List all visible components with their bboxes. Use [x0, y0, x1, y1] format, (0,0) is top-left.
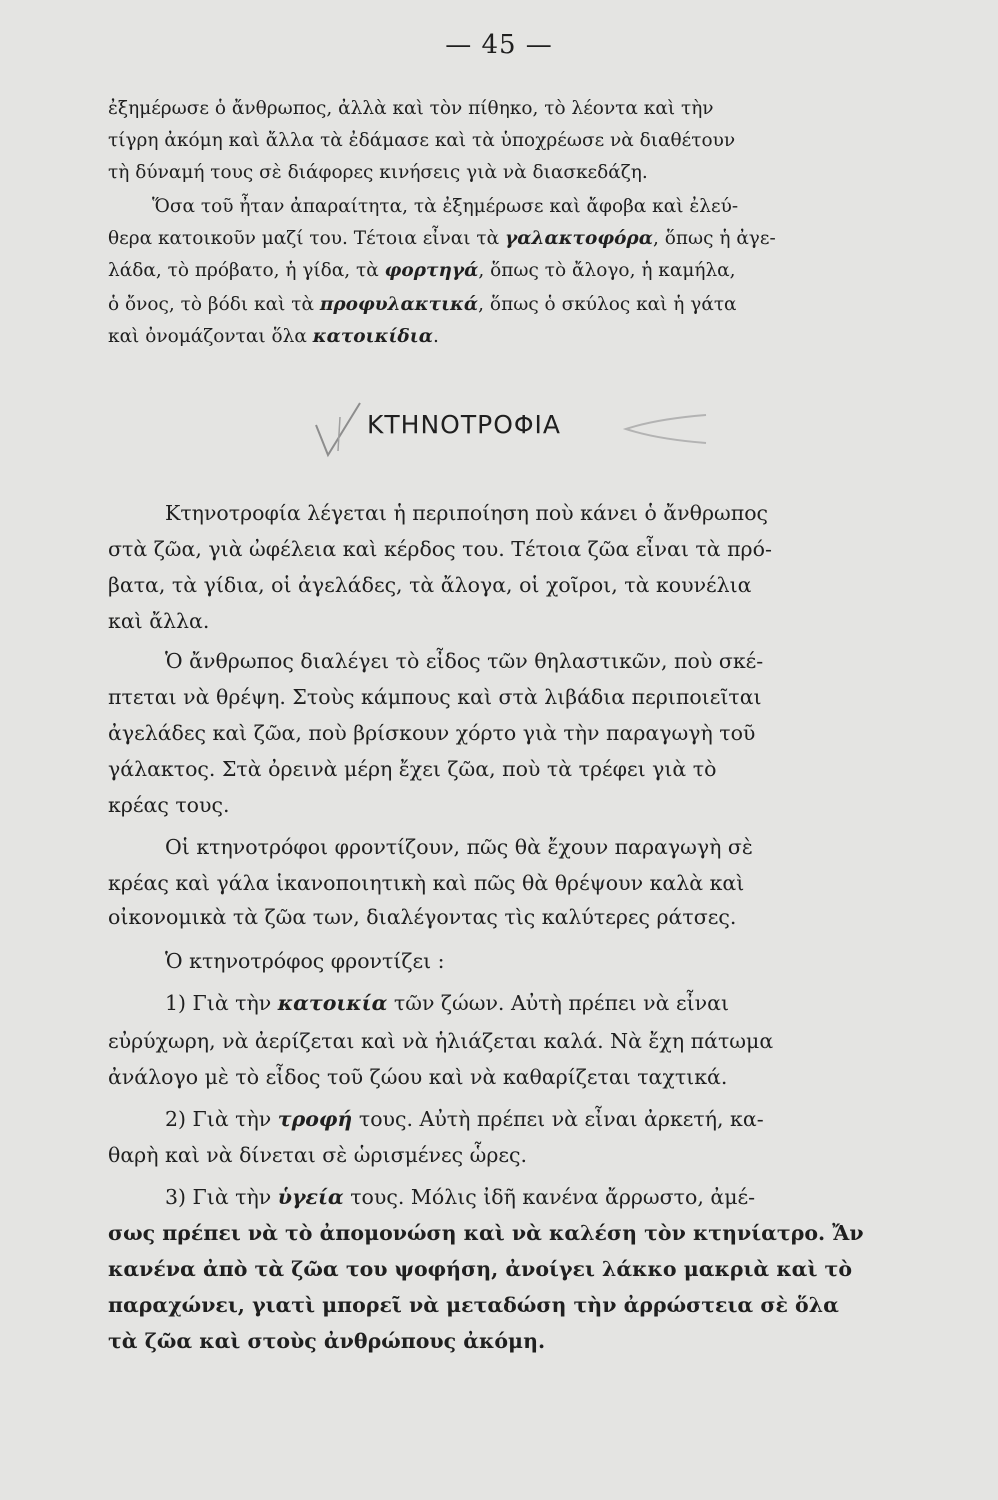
emphasis-term: προφυλακτικά [319, 294, 479, 315]
body-line: οἰκονομικὰ τὰ ζῶα των, διαλέγοντας τὶς καλύτερες ράτσες. [108, 905, 737, 929]
body-line: τὰ ζῶα καὶ στοὺς ἀνθρώπους ἀκόμη. [108, 1329, 546, 1353]
body-line: Ὁ κτηνοτρόφος φροντίζει : [165, 949, 445, 973]
body-line: βατα, τὰ γίδια, οἱ ἀγελάδες, τὰ ἄλογα, οἱ χοῖροι, τὰ κουνέλια [108, 573, 752, 597]
emphasis-term: ὑγεία [277, 1185, 344, 1209]
body-line: πτεται νὰ θρέψη. Στοὺς κάμπους καὶ στὰ λιβάδια περιποιεῖται [108, 685, 762, 709]
intro-line: Ὅσα τοῦ ἦταν ἀπαραίτητα, τὰ ἐξημέρωσε καὶ ἄφοβα καὶ ἐλεύ- [152, 196, 739, 217]
body-line: 3) Γιὰ τὴν ὑγεία τους. Μόλις ἰδῆ κανένα ἄρρωστο, ἀμέ- [165, 1185, 756, 1209]
emphasis-term: κατοικίδια [312, 326, 433, 347]
section-heading: ΚΤΗΝΟΤΡΟΦΙΑ [367, 410, 562, 439]
intro-line: ὁ ὄνος, τὸ βόδι καὶ τὰ προφυλακτικά, ὅπως ὁ σκύλος καὶ ἡ γάτα [108, 294, 737, 315]
intro-line: θερα κατοικοῦν μαζί του. Τέτοια εἶναι τὰ γαλακτοφόρα, ὅπως ἡ ἀγε- [108, 228, 776, 249]
body-line: καὶ ἄλλα. [108, 609, 210, 633]
body-line: Κτηνοτροφία λέγεται ἡ περιποίηση ποὺ κάνει ὁ ἄνθρωπος [165, 501, 769, 525]
body-line: στὰ ζῶα, γιὰ ὠφέλεια καὶ κέρδος του. Τέτοια ζῶα εἶναι τὰ πρό- [108, 537, 772, 561]
page-number: — 45 — [445, 30, 553, 60]
intro-line: τίγρη ἀκόμη καὶ ἄλλα τὰ ἐδάμασε καὶ τὰ ὑποχρέωσε νὰ διαθέτουν [108, 130, 736, 151]
body-line: παραχώνει, γιατὶ μπορεῖ νὰ μεταδώση τὴν ἀρρώστεια σὲ ὅλα [108, 1293, 839, 1317]
intro-line: ἐξημέρωσε ὁ ἄνθρωπος, ἀλλὰ καὶ τὸν πίθηκο, τὸ λέοντα καὶ τὴν [108, 98, 714, 119]
emphasis-term: γαλακτοφόρα [505, 228, 653, 249]
body-line: κρέας καὶ γάλα ἱκανοποιητικὴ καὶ πῶς θὰ θρέψουν καλὰ καὶ [108, 871, 745, 895]
body-line: 2) Γιὰ τὴν τροφή τους. Αὐτὴ πρέπει νὰ εἶναι ἀρκετή, κα- [165, 1107, 764, 1131]
body-line: ἀγελάδες καὶ ζῶα, ποὺ βρίσκουν χόρτο γιὰ τὴν παραγωγὴ τοῦ [108, 721, 756, 745]
pencil-bracket-mark [606, 405, 716, 455]
body-line: 1) Γιὰ τὴν κατοικία τῶν ζώων. Αὐτὴ πρέπει νὰ εἶναι [165, 991, 729, 1015]
emphasis-term: φορτηγά [384, 260, 479, 281]
emphasis-term: τροφή [277, 1107, 353, 1131]
intro-line: καὶ ὀνομάζονται ὅλα κατοικίδια. [108, 326, 439, 347]
body-line: Οἱ κτηνοτρόφοι φροντίζουν, πῶς θὰ ἔχουν παραγωγὴ σὲ [165, 835, 753, 859]
body-line: γάλακτος. Στὰ ὀρεινὰ μέρη ἔχει ζῶα, ποὺ τὰ τρέφει γιὰ τὸ [108, 757, 717, 781]
body-line: εὐρύχωρη, νὰ ἀερίζεται καὶ νὰ ἡλιάζεται καλά. Νὰ ἔχη πάτωμα [108, 1029, 774, 1053]
body-line: Ὁ ἄνθρωπος διαλέγει τὸ εἶδος τῶν θηλαστικῶν, ποὺ σκέ- [165, 649, 764, 673]
intro-line: λάδα, τὸ πρόβατο, ἡ γίδα, τὰ φορτηγά, ὅπως τὸ ἄλογο, ἡ καμήλα, [108, 260, 736, 281]
body-line: κανένα ἀπὸ τὰ ζῶα του ψοφήση, ἀνοίγει λάκκο μακριὰ καὶ τὸ [108, 1257, 852, 1281]
body-line: σως πρέπει νὰ τὸ ἀπομονώση καὶ νὰ καλέση τὸν κτηνίατρο. Ἄν [108, 1221, 864, 1245]
body-line: ἀνάλογο μὲ τὸ εἶδος τοῦ ζώου καὶ νὰ καθαρίζεται ταχτικά. [108, 1065, 728, 1089]
body-line: κρέας τους. [108, 793, 230, 817]
intro-line: τὴ δύναμή τους σὲ διάφορες κινήσεις γιὰ νὰ διασκεδάζη. [108, 162, 648, 183]
emphasis-term: κατοικία [277, 991, 388, 1015]
body-line: θαρὴ καὶ νὰ δίνεται σὲ ὡρισμένες ὧρες. [108, 1143, 527, 1167]
